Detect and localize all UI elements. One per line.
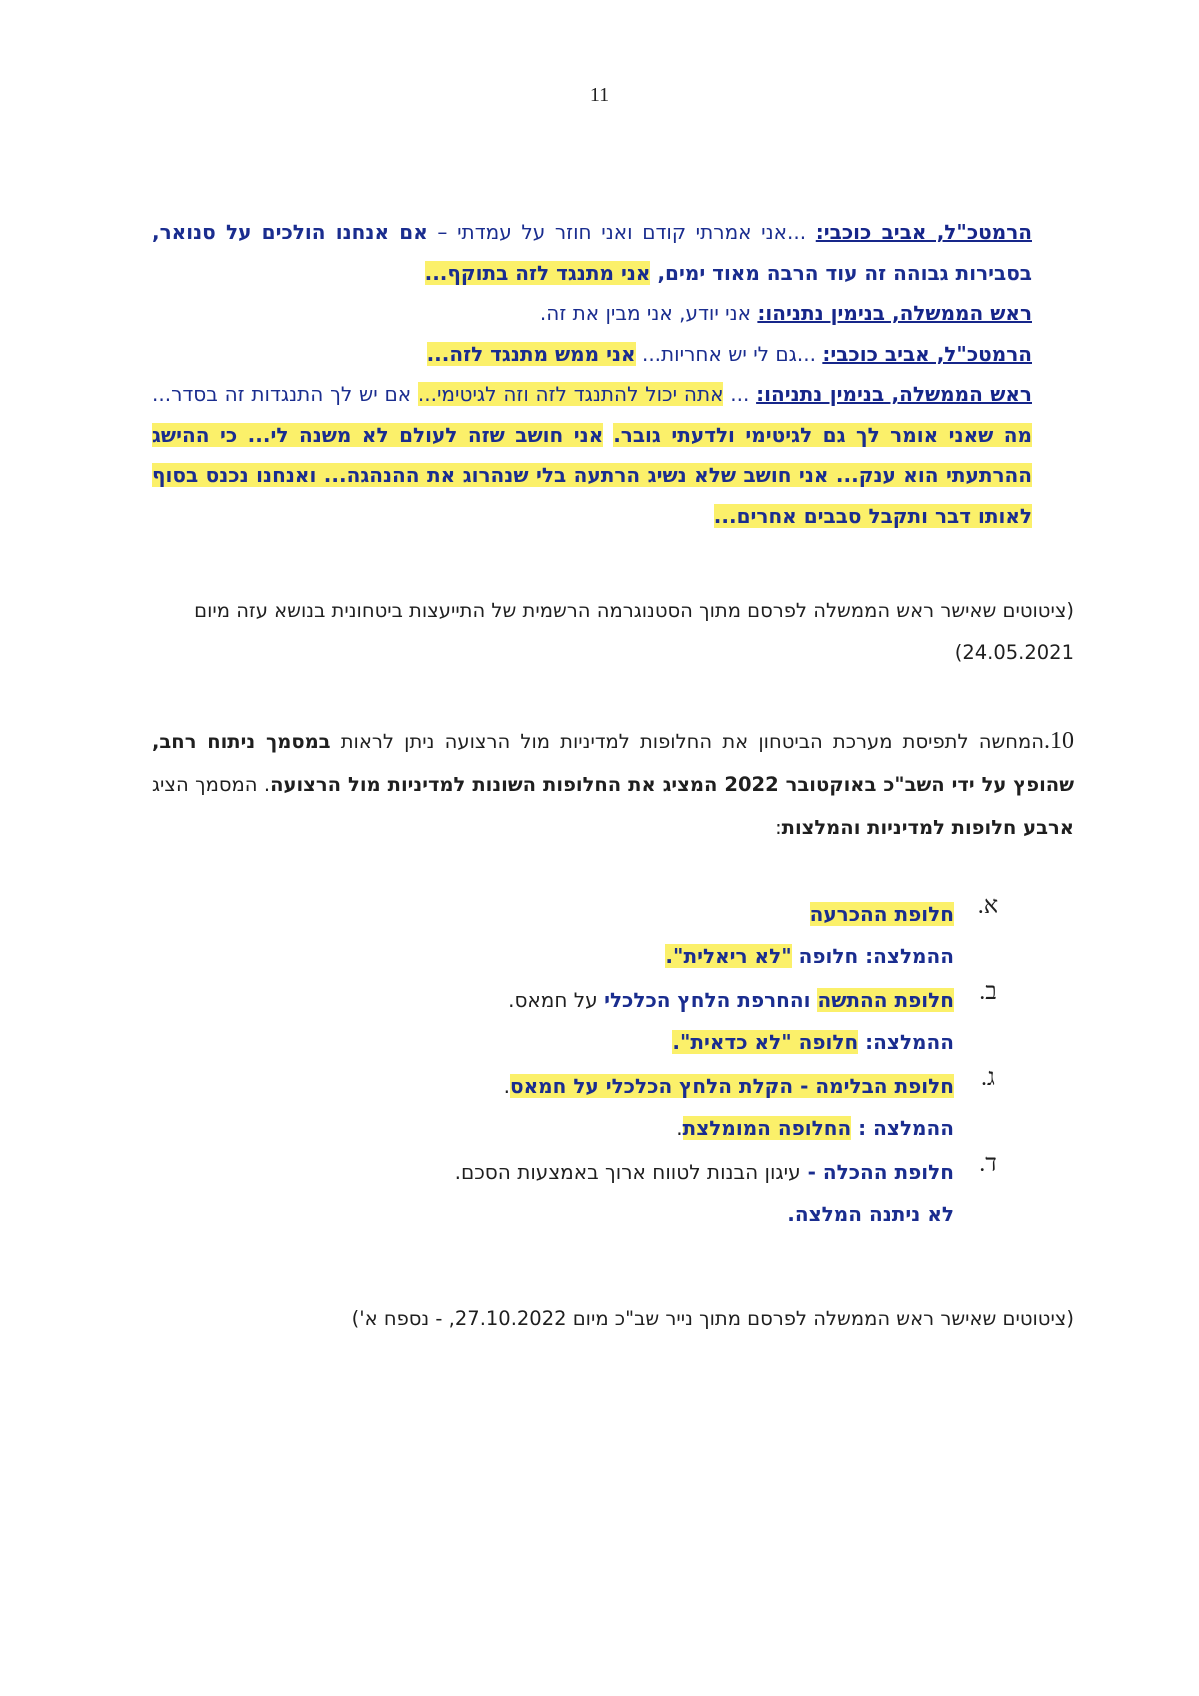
recommendation-value: לא ניתנה המלצה. [787,1202,954,1226]
paragraph-number: 10. [1044,728,1074,754]
list-marker: א. [977,893,999,919]
option-title: חלופת הבלימה - הקלת הלחץ הכלכלי על חמאס [509,1074,954,1098]
highlight: אתה יכול להתנגד לזה וזה לגיטימי... [417,382,724,406]
recommendation-value: חלופה "לא כדאית". [672,1030,859,1054]
recommendation-value: "לא ריאלית". [665,944,792,968]
citation-shin-bet-paper: (ציטוטים שאישר ראש הממשלה לפרסם מתוך נייר שב"כ מיום 27.10.2022, - נספח א') [351,1307,1074,1330]
list-marker: ב. [979,979,997,1005]
speaker-chief-of-staff: הרמטכ"ל, אביב כוכבי: [815,220,1032,244]
speaker-prime-minister: ראש הממשלה, בנימין נתניהו: [756,382,1032,406]
recommendation-value: החלופה המומלצת [682,1116,852,1140]
highlight: אני חושב שזה לעולם לא משנה לי... כי ההישג ההרתעתי הוא ענק... אני חושב שלא נשיג הרתעה בלי שנהרוג את ההנהגה... ואנחנו נכנס בסוף לאותו דבר ותקבל סבבים אחרים... [152,422,1032,528]
speaker-chief-of-staff: הרמטכ"ל, אביב כוכבי: [822,341,1032,366]
highlight: מה שאני אומר לך גם לגיטימי ולדעתי גובר. [613,422,1033,447]
quote-line-chief-of-staff-2: הרמטכ"ל, אביב כוכבי: ...גם לי יש אחריות... אני ממש מתנגד לזה... [426,341,1032,366]
quote-line-prime-minister-1: ראש הממשלה, בנימין נתניהו: אני יודע, אני מבין את זה. [539,301,1032,325]
speaker-prime-minister: ראש הממשלה, בנימין נתניהו: [757,301,1032,325]
list-marker: ד. [979,1151,997,1177]
list-item: ד. חלופת ההכלה - עיגון הבנות לטווח ארוך באמצעות הסכם. לא ניתנה המלצה. [250,1151,1010,1235]
option-title: חלופת ההכלה - [800,1160,954,1184]
list-item: א. חלופת ההכרעה ההמלצה: חלופה "לא ריאלית". [250,893,1010,977]
citation-stenogram: (ציטוטים שאישר ראש הממשלה לפרסם מתוך הסטנוגרמה הרשמית של התייעצות ביטחונית בנושא עזה מיום 24.05.2021) [194,599,1074,664]
option-title: חלופת ההכרעה [809,902,954,926]
list-item: ג. חלופת הבלימה - הקלת הלחץ הכלכלי על חמאס. ההמלצה : החלופה המומלצת. [250,1065,1010,1149]
stenogram-quote [152,212,1032,536]
quote-line-prime-minister-2: ראש הממשלה, בנימין נתניהו: ... אתה יכול להתנגד לזה וזה לגיטימי... אם יש לך התנגדות זה בסדר... מה שאני אומר לך גם לגיטימי ולדעתי גובר. אני חושב שזה לעולם לא משנה לי... כי ההישג ההרתעתי הוא ענק... אני חושב שלא נשיג הרתעה בלי שנהרוג את ההנהגה... ואנחנו נכנס בסוף לאותו דבר ותקבל סבבים אחרים... [152,382,1033,528]
page-number: 11 [589,84,610,106]
paragraph-10: 10.המחשה לתפיסת מערכת הביטחון את החלופות למדיניות מול הרצועה ניתן לראות במסמך ניתוח רחב, שהופץ על ידי השב"כ באוקטובר 2022 המציג את החלופות השונות למדיניות מול הרצועה. המסמך הציג ארבע חלופות למדיניות והמלצות: [152,728,1074,839]
option-title: חלופת ההתשה [817,988,954,1012]
highlight: אני ממש מתנגד לזה... [426,341,636,366]
quote-line-chief-of-staff-1: הרמטכ"ל, אביב כוכבי: ...אני אמרתי קודם ואני חוזר על עמדתי – אם אנחנו הולכים על סנואר, בסבירות גבוהה זה עוד הרבה מאוד ימים, אני מתנגד לזה בתוקף... [152,220,1032,285]
list-marker: ג. [981,1065,995,1091]
highlight: אני מתנגד לזה בתוקף... [424,260,651,285]
list-item: ב. חלופת ההתשה והחרפת הלחץ הכלכלי על חמאס. ההמלצה: חלופה "לא כדאית". [250,979,1010,1063]
alternatives-list [250,893,1010,1235]
